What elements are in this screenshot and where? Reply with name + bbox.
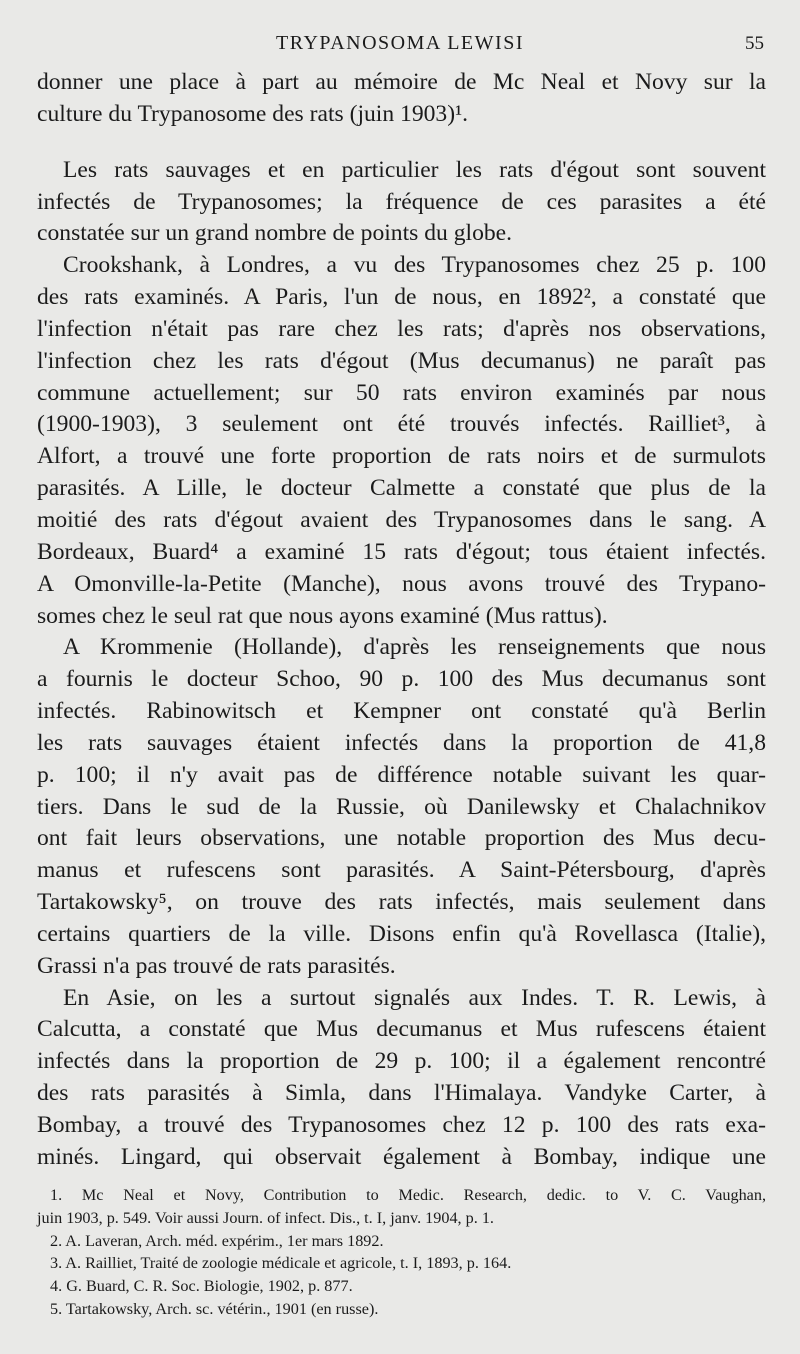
body-line: moitié des rats d'égout avaient des Trypanosomes dans le sang. A — [37, 506, 766, 533]
body-line: Calcutta, a constaté que Mus decumanus et Mus rufescens étaient — [37, 1016, 766, 1043]
footnote-line: 5. Tartakowsky, Arch. sc. vétérin., 1901 (en russe). — [50, 1299, 379, 1318]
page-number: 55 — [745, 33, 764, 54]
body-line: l'infection n'était pas rare chez les rats; d'après nos observations, — [37, 315, 766, 342]
body-line: A Krommenie (Hollande), d'après les renseignements que nous — [63, 634, 766, 661]
body-line: A Omonville-la-Petite (Manche), nous avons trouvé des Trypano- — [37, 570, 766, 597]
body-line: En Asie, on les a surtout signalés aux Indes. T. R. Lewis, à — [63, 984, 766, 1011]
footnote-line: 1. Mc Neal et Novy, Contribution to Medic. Research, dedic. to V. C. Vaughan, — [50, 1186, 766, 1204]
body-line: tiers. Dans le sud de la Russie, où Danilewsky et Chalachnikov — [37, 793, 766, 820]
body-line: Grassi n'a pas trouvé de rats parasités. — [37, 952, 396, 979]
body-line: des rats parasités à Simla, dans l'Himalaya. Vandyke Carter, à — [37, 1080, 766, 1107]
body-line: p. 100; il n'y avait pas de différence notable suivant les quar- — [37, 761, 766, 788]
body-line: minés. Lingard, qui observait également à Bombay, indique une — [37, 1143, 766, 1170]
body-line: Bombay, a trouvé des Trypanosomes chez 12 p. 100 des rats exa- — [37, 1112, 766, 1138]
body-line: donner une place à part au mémoire de Mc Neal et Novy sur la — [37, 69, 766, 95]
body-line: somes chez le seul rat que nous ayons examiné (Mus rattus). — [37, 602, 608, 629]
body-line: culture du Trypanosome des rats (juin 1903)¹. — [37, 100, 469, 127]
body-line: constatée sur un grand nombre de points du globe. — [37, 220, 513, 247]
footnote-line: 2. A. Laveran, Arch. méd. expérim., 1er mars 1892. — [50, 1231, 384, 1250]
running-head — [0, 30, 800, 60]
footnote-line: 4. G. Buard, C. R. Soc. Biologie, 1902, p. 877. — [50, 1277, 353, 1296]
body-line: Les rats sauvages et en particulier les rats d'égout sont souvent — [63, 156, 766, 183]
body-line: Crookshank, à Londres, a vu des Trypanosomes chez 25 p. 100 — [63, 252, 766, 279]
body-line: l'infection chez les rats d'égout (Mus decumanus) ne paraît pas — [37, 347, 766, 374]
body-line: ont fait leurs observations, une notable proportion des Mus decu- — [37, 825, 766, 852]
footnote-line: 3. A. Railliet, Traité de zoologie médicale et agricole, t. I, 1893, p. 164. — [50, 1254, 512, 1273]
body-line: certains quartiers de la ville. Disons enfin qu'à Rovellasca (Italie), — [37, 920, 766, 947]
body-line: parasités. A Lille, le docteur Calmette a constaté que plus de la — [37, 475, 766, 502]
body-line: les rats sauvages étaient infectés dans la proportion de 41,8 — [37, 729, 766, 756]
footnote-line: juin 1903, p. 549. Voir aussi Journ. of infect. Dis., t. I, janv. 1904, p. 1. — [37, 1208, 494, 1227]
paragraph-gap — [37, 131, 766, 155]
running-title: TRYPANOSOMA LEWISI — [276, 32, 524, 54]
body-line: (1900-1903), 3 seulement ont été trouvés infectés. Railliet³, à — [37, 411, 766, 438]
body-line: infectés dans la proportion de 29 p. 100; il a également rencontré — [37, 1048, 766, 1075]
body-line: des rats examinés. A Paris, l'un de nous, en 1892², a constaté que — [37, 284, 766, 311]
footnotes — [37, 1184, 766, 1321]
body-line: manus et rufescens sont parasités. A Saint-Pétersbourg, d'après — [37, 857, 766, 884]
body-line: Tartakowsky⁵, on trouve des rats infectés, mais seulement dans — [37, 889, 766, 916]
body-line: infectés de Trypanosomes; la fréquence de ces parasites a été — [37, 188, 766, 215]
body-line: Bordeaux, Buard⁴ a examiné 15 rats d'égout; tous étaient infectés. — [37, 538, 766, 565]
body-line: infectés. Rabinowitsch et Kempner ont constaté qu'à Berlin — [37, 698, 766, 725]
body-line: commune actuellement; sur 50 rats environ examinés par nous — [37, 379, 766, 406]
body-text — [37, 67, 766, 1174]
body-line: a fournis le docteur Schoo, 90 p. 100 des Mus decumanus sont — [37, 666, 766, 693]
body-line: Alfort, a trouvé une forte proportion de rats noirs et de surmulots — [37, 443, 766, 470]
